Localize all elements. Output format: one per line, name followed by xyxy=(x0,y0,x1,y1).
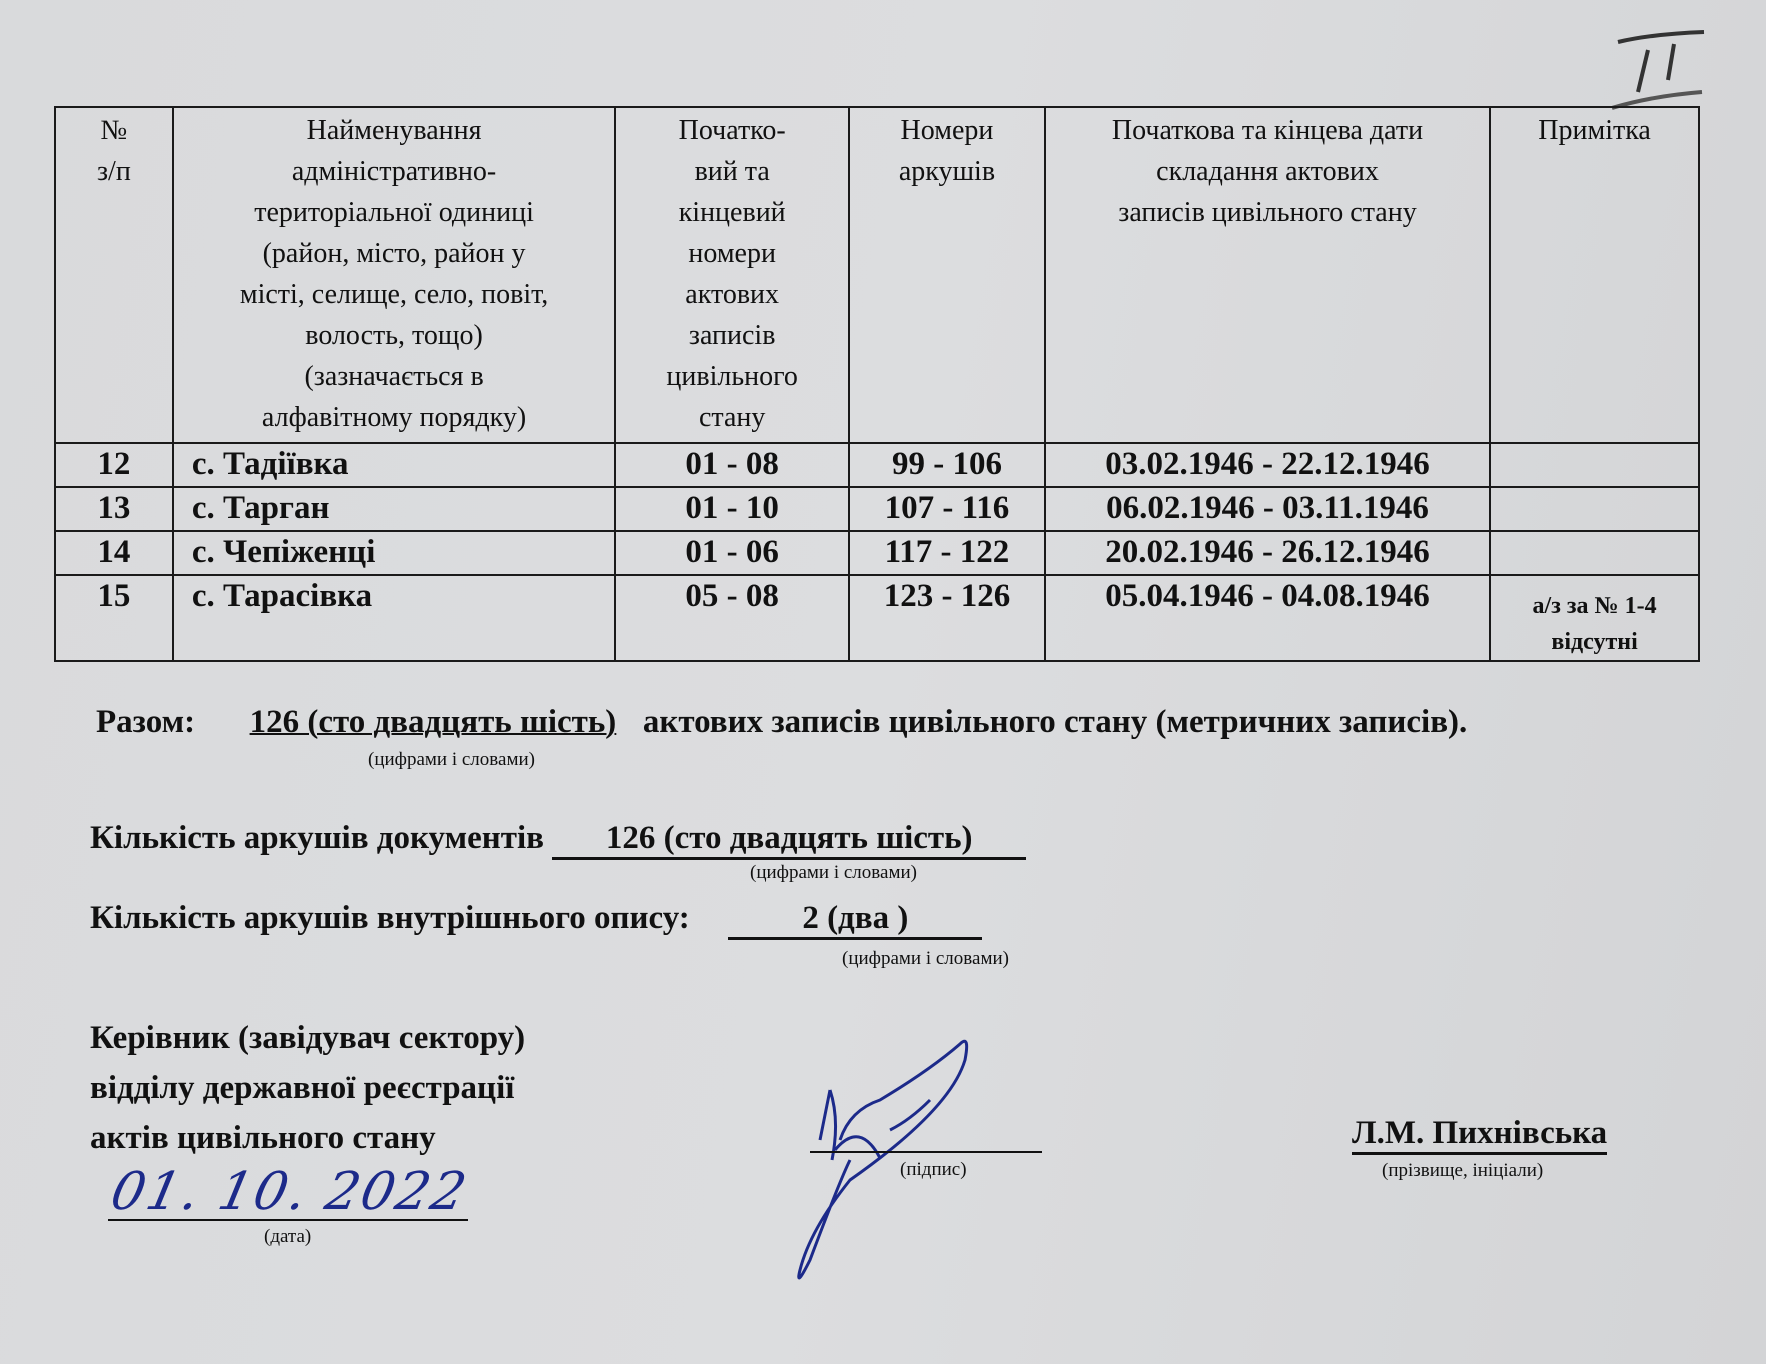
cell-sheets: 123 - 126 xyxy=(849,575,1045,661)
summary-rest: актових записів цивільного стану (метричних записів). xyxy=(642,704,1468,740)
documents-count-hint: (цифрами і словами) xyxy=(750,862,917,883)
header-number: № з/п xyxy=(55,107,173,443)
cell-note xyxy=(1490,443,1699,487)
date-hint: (дата) xyxy=(264,1226,312,1247)
table-header-row xyxy=(55,107,1699,443)
cell-name: с. Чепіженці xyxy=(173,531,615,575)
cell-records: 05 - 08 xyxy=(615,575,849,661)
header-admin-unit: Найменування адміністративно- територіальної одиниці (район, місто, район у місті, селище, село, повіт, волость, тощо) (зазначається в алфавітному порядку) xyxy=(173,107,615,443)
table-row xyxy=(55,487,1699,531)
cell-sheets: 99 - 106 xyxy=(849,443,1045,487)
summary-line xyxy=(96,704,1467,741)
table-row xyxy=(55,575,1699,661)
cell-note xyxy=(1490,531,1699,575)
table-row xyxy=(55,443,1699,487)
cell-sheets: 107 - 116 xyxy=(849,487,1045,531)
cell-dates: 05.04.1946 - 04.08.1946 xyxy=(1045,575,1490,661)
cell-number: 13 xyxy=(55,487,173,531)
inventory-count-hint: (цифрами і словами) xyxy=(842,948,1009,969)
cell-number: 15 xyxy=(55,575,173,661)
inventory-count-line xyxy=(90,900,982,940)
summary-value: 126 (сто двадцять шість) xyxy=(249,704,617,740)
summary-hint: (цифрами і словами) xyxy=(368,749,535,770)
cell-records: 01 - 06 xyxy=(615,531,849,575)
cell-sheets: 117 - 122 xyxy=(849,531,1045,575)
summary-label: Разом: xyxy=(96,704,196,740)
cell-dates: 03.02.1946 - 22.12.1946 xyxy=(1045,443,1490,487)
documents-count-line xyxy=(90,820,1026,860)
cell-records: 01 - 10 xyxy=(615,487,849,531)
signature-hint: (підпис) xyxy=(900,1159,967,1180)
cell-name: с. Тарасівка xyxy=(173,575,615,661)
date-line xyxy=(108,1219,468,1221)
cell-records: 01 - 08 xyxy=(615,443,849,487)
header-sheet-numbers: Номери аркушів xyxy=(849,107,1045,443)
header-record-numbers: Початко- вий та кінцевий номери актових записів цивільного стану xyxy=(615,107,849,443)
cell-name: с. Тарган xyxy=(173,487,615,531)
signature-icon xyxy=(770,1030,1010,1290)
cell-number: 12 xyxy=(55,443,173,487)
header-note: Примітка xyxy=(1490,107,1699,443)
cell-note: а/з за № 1-4 відсутні xyxy=(1490,575,1699,661)
documents-count-label: Кількість аркушів документів xyxy=(90,820,544,856)
cell-number: 14 xyxy=(55,531,173,575)
signer-name: Л.М. Пихнівська xyxy=(1352,1115,1607,1155)
page-number-mark xyxy=(1612,30,1708,110)
documents-count-value: 126 (сто двадцять шість) xyxy=(552,820,1026,860)
records-table xyxy=(54,106,1700,662)
signer-title: Керівник (завідувач сектору) відділу державної реєстрації актів цивільного стану xyxy=(90,1020,526,1156)
signature-line xyxy=(810,1151,1042,1153)
cell-name: с. Тадіївка xyxy=(173,443,615,487)
inventory-count-value: 2 (два ) xyxy=(728,900,982,940)
header-dates: Початкова та кінцева дати складання актових записів цивільного стану xyxy=(1045,107,1490,443)
cell-dates: 20.02.1946 - 26.12.1946 xyxy=(1045,531,1490,575)
cell-dates: 06.02.1946 - 03.11.1946 xyxy=(1045,487,1490,531)
table-row xyxy=(55,531,1699,575)
signer-name-hint: (прізвище, ініціали) xyxy=(1382,1160,1544,1181)
cell-note xyxy=(1490,487,1699,531)
inventory-count-label: Кількість аркушів внутрішнього опису: xyxy=(90,900,690,936)
handwritten-date: 01. 10. 2022 xyxy=(105,1162,474,1222)
